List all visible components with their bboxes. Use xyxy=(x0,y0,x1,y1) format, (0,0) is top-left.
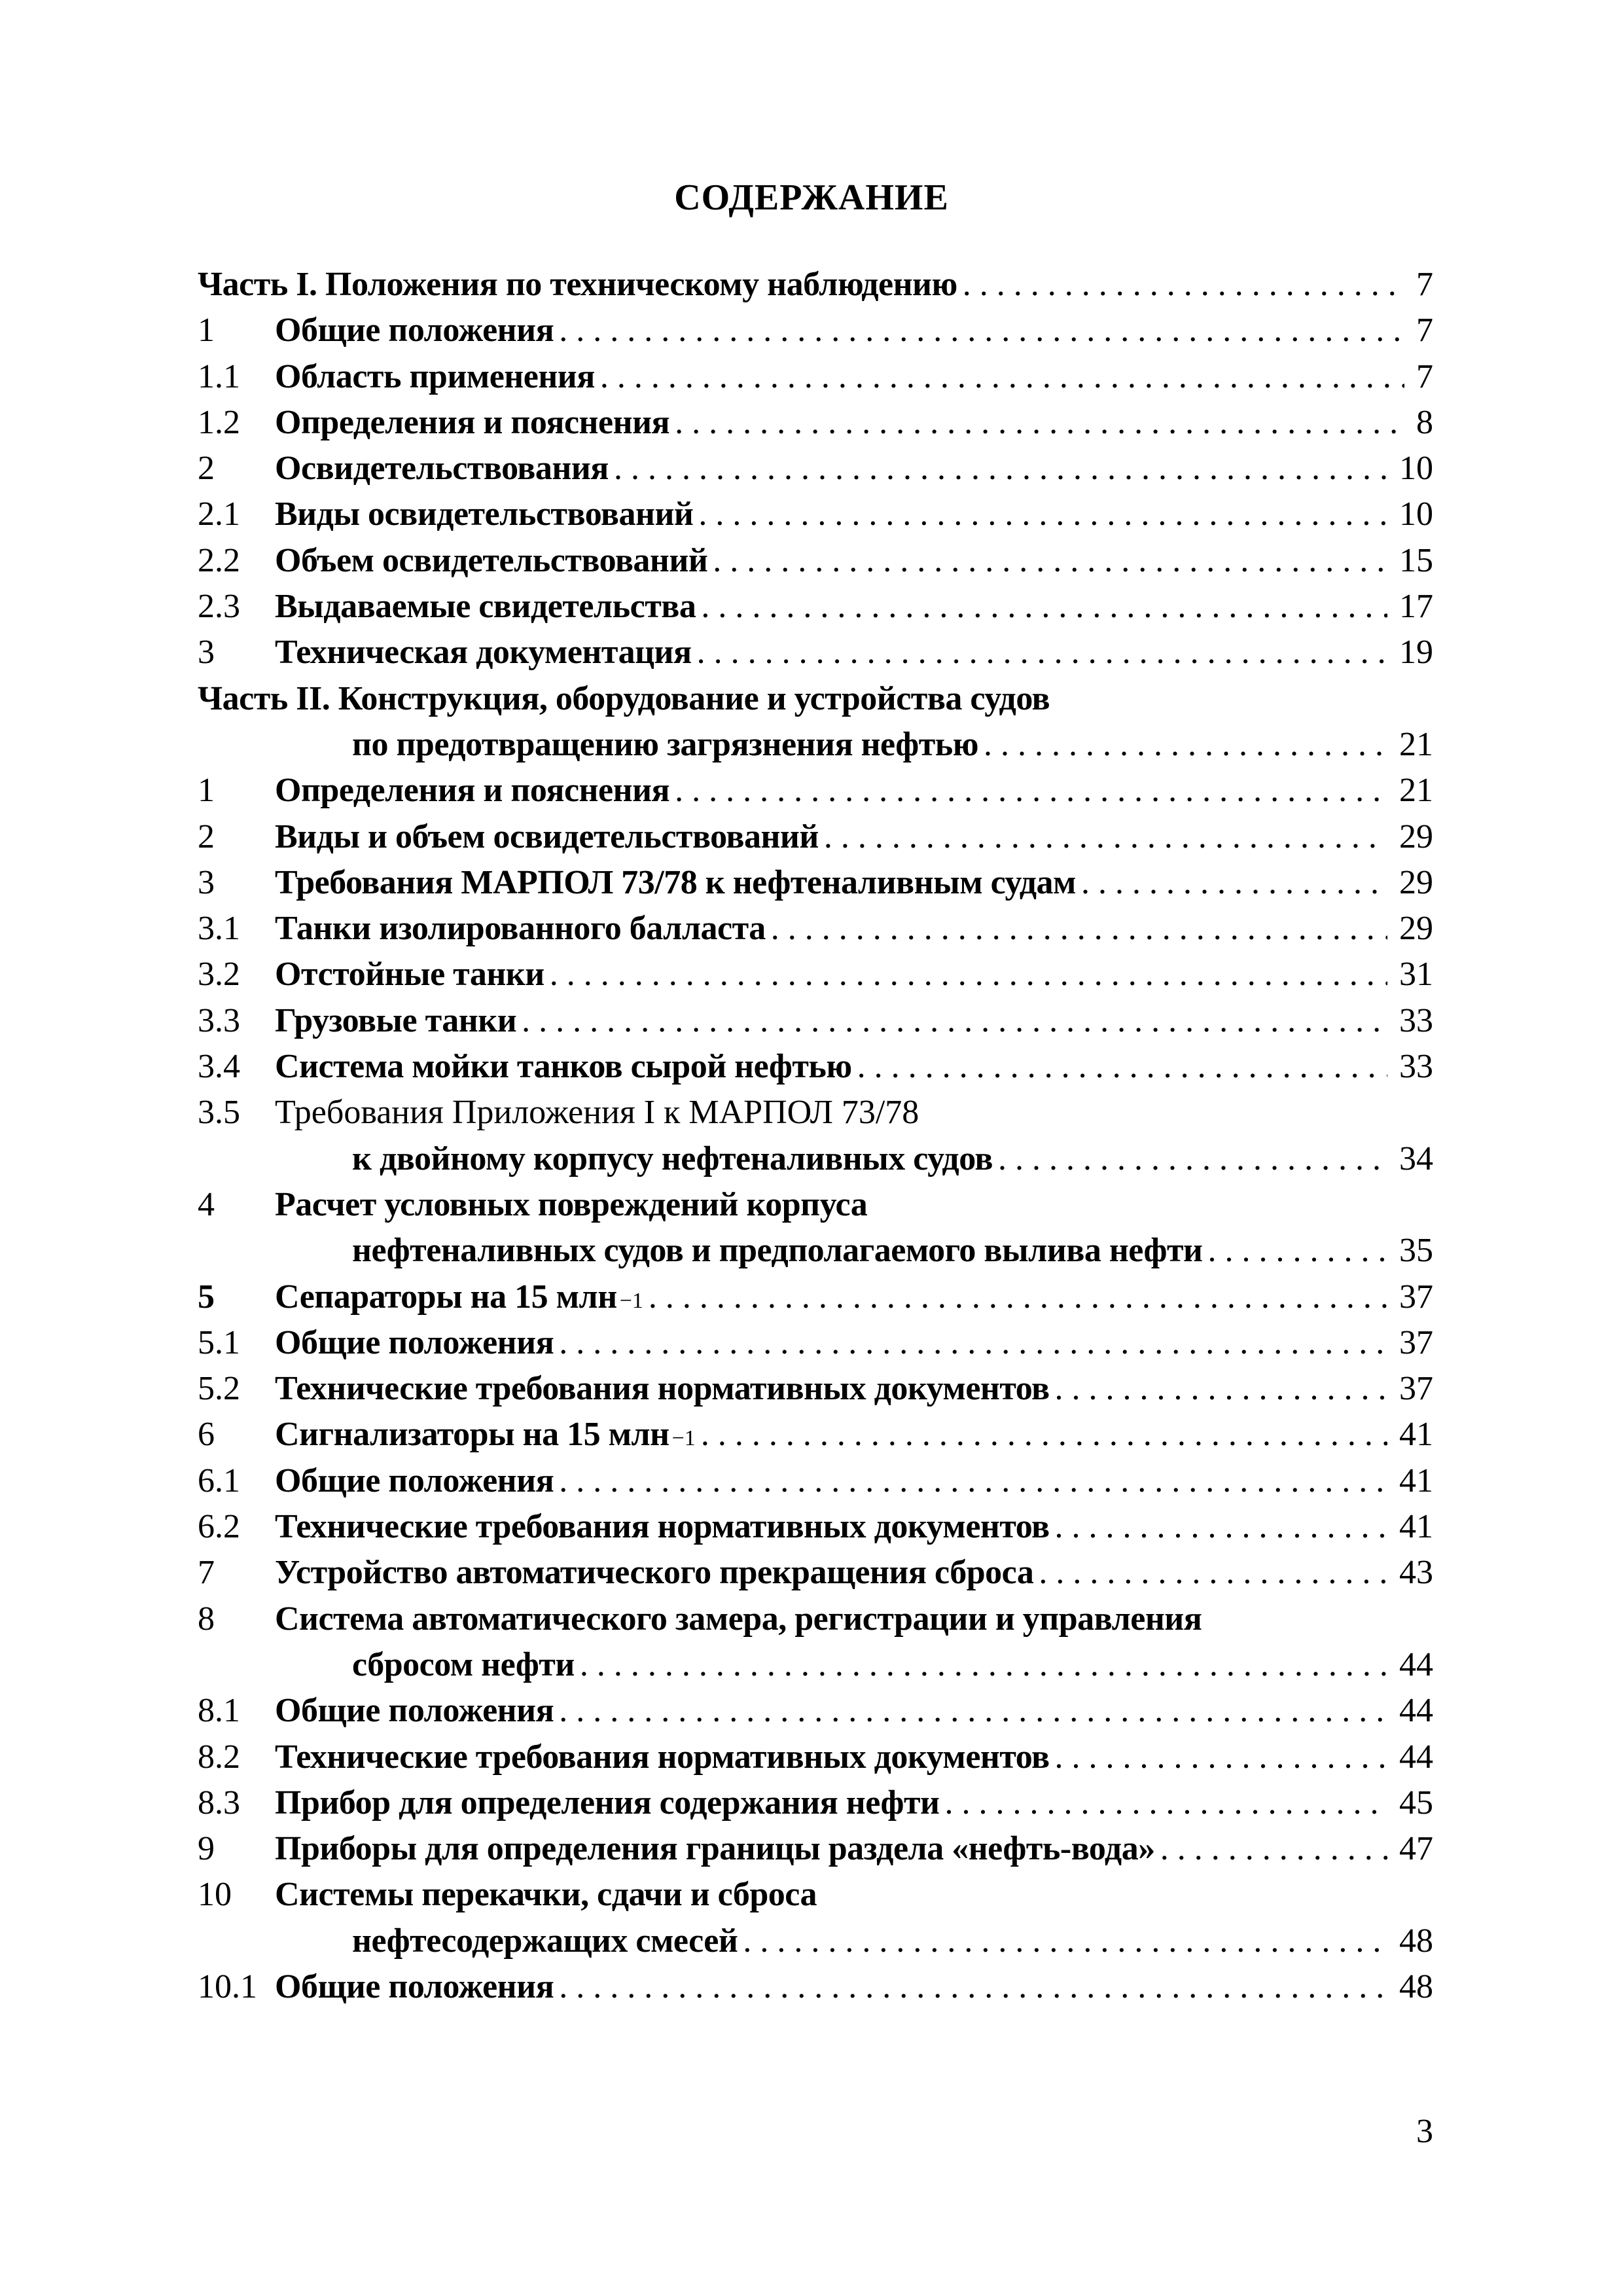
toc-entry-title: Грузовые танки xyxy=(275,1001,517,1039)
toc-dot-leader xyxy=(692,630,1387,675)
toc-entry-title: Выдаваемые свидетельства xyxy=(275,588,696,626)
toc-entry-body: Сигнализаторы на 15 млн −1 . . . xyxy=(275,1412,1387,1458)
toc-dot-leader xyxy=(1050,1734,1387,1780)
toc-entry xyxy=(198,1504,1433,1550)
toc-entry-page: 45 xyxy=(1399,1784,1433,1821)
toc-entry xyxy=(198,1550,1433,1596)
toc-entry-title: Система мойки танков сырой нефтью xyxy=(275,1048,852,1086)
toc-entry xyxy=(198,584,1433,630)
toc-entry-page: 8 xyxy=(1416,403,1433,441)
toc-entry xyxy=(198,1688,1433,1734)
toc-entry-body xyxy=(275,1320,1387,1366)
toc-entry-page: 21 xyxy=(1399,772,1433,810)
toc-entry xyxy=(198,676,1433,722)
toc-entry-number: 9 xyxy=(198,1830,215,1868)
toc-dot-leader xyxy=(544,952,1387,997)
toc-entry-body xyxy=(275,1458,1387,1504)
toc-entry-number: 8 xyxy=(198,1600,215,1638)
toc-entry-title: Требования МАРПОЛ 73/78 к нефтеналивным судам xyxy=(275,863,1076,901)
toc-dot-leader xyxy=(707,538,1387,584)
toc-entry-title: по предотвращению загрязнения нефтью xyxy=(352,725,979,763)
toc-entry-title: Область применения xyxy=(275,357,595,395)
toc-entry-page: 17 xyxy=(1399,588,1433,626)
toc-entry-title: Требования Приложения I к МАРПОЛ 73/78 xyxy=(275,1094,919,1132)
toc-dot-leader xyxy=(669,400,1404,446)
toc-entry-body xyxy=(198,262,1404,308)
toc-entry-title: Сигнализаторы на 15 млн xyxy=(275,1416,669,1454)
toc-entry-body xyxy=(275,1090,1433,1136)
toc-entry-body xyxy=(275,446,1387,492)
toc-entry-page: 35 xyxy=(1399,1232,1433,1270)
toc-dot-leader xyxy=(1050,1504,1387,1550)
toc-entry-page: 7 xyxy=(1416,266,1433,303)
table-of-contents xyxy=(198,262,1433,2010)
toc-entry-number: 3.2 xyxy=(198,956,240,994)
toc-entry-number: 2 xyxy=(198,450,215,488)
toc-entry-page: 10 xyxy=(1399,450,1433,488)
toc-entry xyxy=(198,1826,1433,1872)
toc-entry-page: 44 xyxy=(1399,1738,1433,1776)
toc-entry-title: Прибор для определения содержания нефти xyxy=(275,1784,940,1821)
toc-entry-body xyxy=(275,584,1387,630)
toc-entry-number: 1.2 xyxy=(198,403,240,441)
toc-entry-title: Технические требования нормативных документов xyxy=(275,1738,1050,1776)
toc-entry-page: 41 xyxy=(1399,1508,1433,1546)
toc-entry-body xyxy=(275,1780,1387,1826)
toc-entry-title: Танки изолированного балласта xyxy=(275,910,766,948)
toc-entry-number: 3.5 xyxy=(198,1094,240,1132)
toc-entry xyxy=(198,952,1433,997)
toc-entry-number: 2.3 xyxy=(198,588,240,626)
toc-dot-leader xyxy=(693,492,1387,537)
toc-entry-body xyxy=(275,906,1387,952)
toc-entry xyxy=(198,354,1433,400)
toc-entry-number: 2.2 xyxy=(198,541,240,579)
toc-entry xyxy=(198,1136,1433,1182)
toc-entry-body xyxy=(275,1504,1387,1550)
toc-dot-leader xyxy=(957,262,1404,308)
toc-dot-leader xyxy=(669,768,1387,814)
toc-entry-number: 5.2 xyxy=(198,1370,240,1408)
toc-entry xyxy=(198,1918,1433,1964)
toc-dot-leader xyxy=(575,1642,1387,1688)
toc-entry-body xyxy=(275,1550,1387,1596)
toc-entry-body xyxy=(275,814,1387,860)
toc-entry xyxy=(198,1182,1433,1228)
toc-entry-title: Определения и пояснения xyxy=(275,403,670,441)
toc-entry-body xyxy=(275,1136,1387,1182)
toc-entry-title: Часть I. Положения по техническому наблюдению xyxy=(198,266,957,303)
toc-entry xyxy=(198,722,1433,768)
toc-entry-page: 15 xyxy=(1399,541,1433,579)
toc-entry xyxy=(198,538,1433,584)
toc-entry-body xyxy=(275,630,1387,675)
toc-dot-leader xyxy=(939,1780,1387,1826)
toc-entry-title: Расчет условных повреждений корпуса xyxy=(275,1185,868,1223)
toc-entry-number: 2.1 xyxy=(198,495,240,533)
toc-entry-number: 8.1 xyxy=(198,1692,240,1730)
toc-entry-title: Освидетельствования xyxy=(275,450,609,488)
toc-entry-body xyxy=(275,1734,1387,1780)
toc-entry-number: 3.4 xyxy=(198,1048,240,1086)
toc-entry-body xyxy=(275,1826,1387,1872)
toc-entry-body xyxy=(275,998,1387,1044)
toc-entry-title: Сепараторы на 15 млн xyxy=(275,1278,617,1316)
toc-entry-body xyxy=(275,768,1387,814)
toc-entry-body xyxy=(275,354,1404,400)
toc-entry xyxy=(198,630,1433,675)
toc-entry-number: 10.1 xyxy=(198,1967,257,2005)
toc-entry-title: Виды и объем освидетельствований xyxy=(275,817,819,855)
toc-entry xyxy=(198,1090,1433,1136)
toc-entry xyxy=(198,1366,1433,1412)
toc-entry xyxy=(198,400,1433,446)
toc-entry-title: Общие положения xyxy=(275,312,554,350)
toc-entry-page: 48 xyxy=(1399,1967,1433,2005)
toc-dot-leader xyxy=(609,446,1387,492)
toc-entry-number: 6.2 xyxy=(198,1508,240,1546)
toc-entry-page: 37 xyxy=(1399,1370,1433,1408)
toc-dot-leader xyxy=(1155,1826,1387,1872)
toc-entry xyxy=(198,814,1433,860)
toc-entry-number: 8.3 xyxy=(198,1784,240,1821)
toc-entry-title: Общие положения xyxy=(275,1462,554,1499)
toc-entry-page: 10 xyxy=(1399,495,1433,533)
toc-entry-title: Общие положения xyxy=(275,1323,554,1361)
toc-entry-body xyxy=(275,1872,1433,1918)
page-number: 3 xyxy=(1416,2113,1433,2150)
toc-entry-body xyxy=(275,860,1387,906)
toc-entry xyxy=(198,1734,1433,1780)
toc-dot-leader xyxy=(554,1964,1387,2010)
toc-entry-page: 19 xyxy=(1399,634,1433,672)
toc-entry-title: Часть II. Конструкция, оборудование и устройства судов xyxy=(198,679,1050,717)
toc-entry-title: Системы перекачки, сдачи и сброса xyxy=(275,1876,817,1914)
toc-entry-body xyxy=(275,722,1387,768)
toc-entry-page: 41 xyxy=(1399,1416,1433,1454)
toc-entry xyxy=(198,906,1433,952)
toc-dot-leader xyxy=(852,1044,1387,1090)
toc-dot-leader xyxy=(1202,1228,1387,1274)
toc-dot-leader xyxy=(978,722,1387,768)
toc-entry-title: Отстойные танки xyxy=(275,956,544,994)
toc-entry-body xyxy=(275,1596,1433,1642)
toc-title: СОДЕРЖАНИЕ xyxy=(674,177,949,218)
toc-entry-title: Общие положения xyxy=(275,1692,554,1730)
toc-entry-body xyxy=(275,308,1404,353)
toc-entry xyxy=(198,1044,1433,1090)
toc-entry xyxy=(198,1412,1433,1458)
toc-entry-body xyxy=(275,1182,1433,1228)
toc-entry-body xyxy=(275,1366,1387,1412)
toc-entry-page: 29 xyxy=(1399,817,1433,855)
toc-entry-number: 7 xyxy=(198,1554,215,1592)
toc-entry-number: 10 xyxy=(198,1876,232,1914)
toc-entry xyxy=(198,998,1433,1044)
toc-dot-leader xyxy=(643,1274,1387,1320)
toc-entry-body xyxy=(198,676,1433,722)
toc-entry-body: Сепараторы на 15 млн −1 . . . xyxy=(275,1274,1387,1320)
toc-entry-number: 6.1 xyxy=(198,1462,240,1499)
toc-entry-body xyxy=(275,1642,1387,1688)
toc-entry xyxy=(198,1964,1433,2010)
toc-entry xyxy=(198,1872,1433,1918)
toc-entry-page: 44 xyxy=(1399,1645,1433,1683)
toc-dot-leader xyxy=(696,584,1387,630)
toc-dot-leader xyxy=(1050,1366,1387,1412)
toc-entry-title: Технические требования нормативных документов xyxy=(275,1508,1050,1546)
toc-entry-body xyxy=(275,1688,1387,1734)
toc-entry-body xyxy=(275,400,1404,446)
toc-entry xyxy=(198,308,1433,353)
toc-entry-title: Технические требования нормативных документов xyxy=(275,1370,1050,1408)
toc-entry-number: 2 xyxy=(198,817,215,855)
toc-dot-leader xyxy=(1076,860,1387,906)
toc-entry xyxy=(198,446,1433,492)
toc-entry-number: 3 xyxy=(198,863,215,901)
toc-entry-title: Общие положения xyxy=(275,1967,554,2005)
toc-dot-leader xyxy=(993,1136,1387,1182)
toc-entry-title: Определения и пояснения xyxy=(275,772,670,810)
toc-entry-page: 31 xyxy=(1399,956,1433,994)
toc-dot-leader xyxy=(554,308,1404,353)
toc-dot-leader xyxy=(1033,1550,1387,1596)
toc-entry-number: 4 xyxy=(198,1185,215,1223)
toc-dot-leader xyxy=(554,1320,1387,1366)
toc-dot-leader xyxy=(696,1412,1387,1458)
toc-entry-title: Система автоматического замера, регистрации и управления xyxy=(275,1600,1202,1638)
toc-dot-leader xyxy=(766,906,1387,952)
toc-entry-title: Объем освидетельствований xyxy=(275,541,708,579)
toc-entry-number: 3.3 xyxy=(198,1001,240,1039)
toc-entry-number: 5 xyxy=(198,1278,215,1316)
toc-entry-page: 7 xyxy=(1416,312,1433,350)
toc-entry-page: 37 xyxy=(1399,1278,1433,1316)
toc-entry-title: нефтеналивных судов и предполагаемого вылива нефти xyxy=(352,1232,1203,1270)
toc-entry-number: 1.1 xyxy=(198,357,240,395)
toc-entry xyxy=(198,1320,1433,1366)
toc-entry xyxy=(198,1274,1433,1320)
toc-entry xyxy=(198,768,1433,814)
toc-entry-number: 3.1 xyxy=(198,910,240,948)
toc-entry-body xyxy=(275,492,1387,537)
toc-dot-leader xyxy=(554,1458,1387,1504)
toc-entry-page: 48 xyxy=(1399,1922,1433,1960)
toc-entry-body xyxy=(275,952,1387,997)
toc-entry-number: 1 xyxy=(198,772,215,810)
toc-entry-page: 47 xyxy=(1399,1830,1433,1868)
toc-entry-title: нефтесодержащих смесей xyxy=(352,1922,738,1960)
toc-entry-title: Виды освидетельствований xyxy=(275,495,694,533)
toc-entry xyxy=(198,860,1433,906)
toc-entry-page: 41 xyxy=(1399,1462,1433,1499)
toc-entry-page: 7 xyxy=(1416,357,1433,395)
toc-entry-title: Техническая документация xyxy=(275,634,692,672)
toc-entry-title: сбросом нефти xyxy=(352,1645,575,1683)
toc-entry-page: 29 xyxy=(1399,910,1433,948)
toc-dot-leader xyxy=(554,1688,1387,1734)
toc-entry-number: 3 xyxy=(198,634,215,672)
toc-entry-body xyxy=(275,1044,1387,1090)
toc-entry-page: 43 xyxy=(1399,1554,1433,1592)
toc-entry xyxy=(198,262,1433,308)
toc-entry-body xyxy=(275,1228,1387,1274)
toc-entry-number: 6 xyxy=(198,1416,215,1454)
toc-dot-leader xyxy=(738,1918,1387,1964)
toc-entry-page: 44 xyxy=(1399,1692,1433,1730)
toc-entry-body xyxy=(275,538,1387,584)
toc-entry xyxy=(198,1642,1433,1688)
toc-entry-number: 8.2 xyxy=(198,1738,240,1776)
toc-entry-page: 29 xyxy=(1399,863,1433,901)
toc-entry-page: 34 xyxy=(1399,1139,1433,1177)
toc-entry xyxy=(198,1458,1433,1504)
toc-entry-page: 33 xyxy=(1399,1048,1433,1086)
toc-dot-leader xyxy=(595,354,1404,400)
toc-entry-page: 21 xyxy=(1399,725,1433,763)
toc-entry-body xyxy=(275,1918,1387,1964)
toc-entry xyxy=(198,1228,1433,1274)
toc-entry-number: 1 xyxy=(198,312,215,350)
toc-entry xyxy=(198,1596,1433,1642)
toc-entry-page: 33 xyxy=(1399,1001,1433,1039)
toc-dot-leader xyxy=(819,814,1387,860)
toc-entry-title: Устройство автоматического прекращения сброса xyxy=(275,1554,1034,1592)
toc-dot-leader xyxy=(516,998,1387,1044)
toc-entry-title: Приборы для определения границы раздела «нефть-вода» xyxy=(275,1830,1155,1868)
toc-entry xyxy=(198,1780,1433,1826)
toc-entry-body xyxy=(275,1964,1387,2010)
toc-entry-page: 37 xyxy=(1399,1323,1433,1361)
toc-entry xyxy=(198,492,1433,537)
toc-entry-number: 5.1 xyxy=(198,1323,240,1361)
toc-entry-title: к двойному корпусу нефтеналивных судов xyxy=(352,1139,993,1177)
